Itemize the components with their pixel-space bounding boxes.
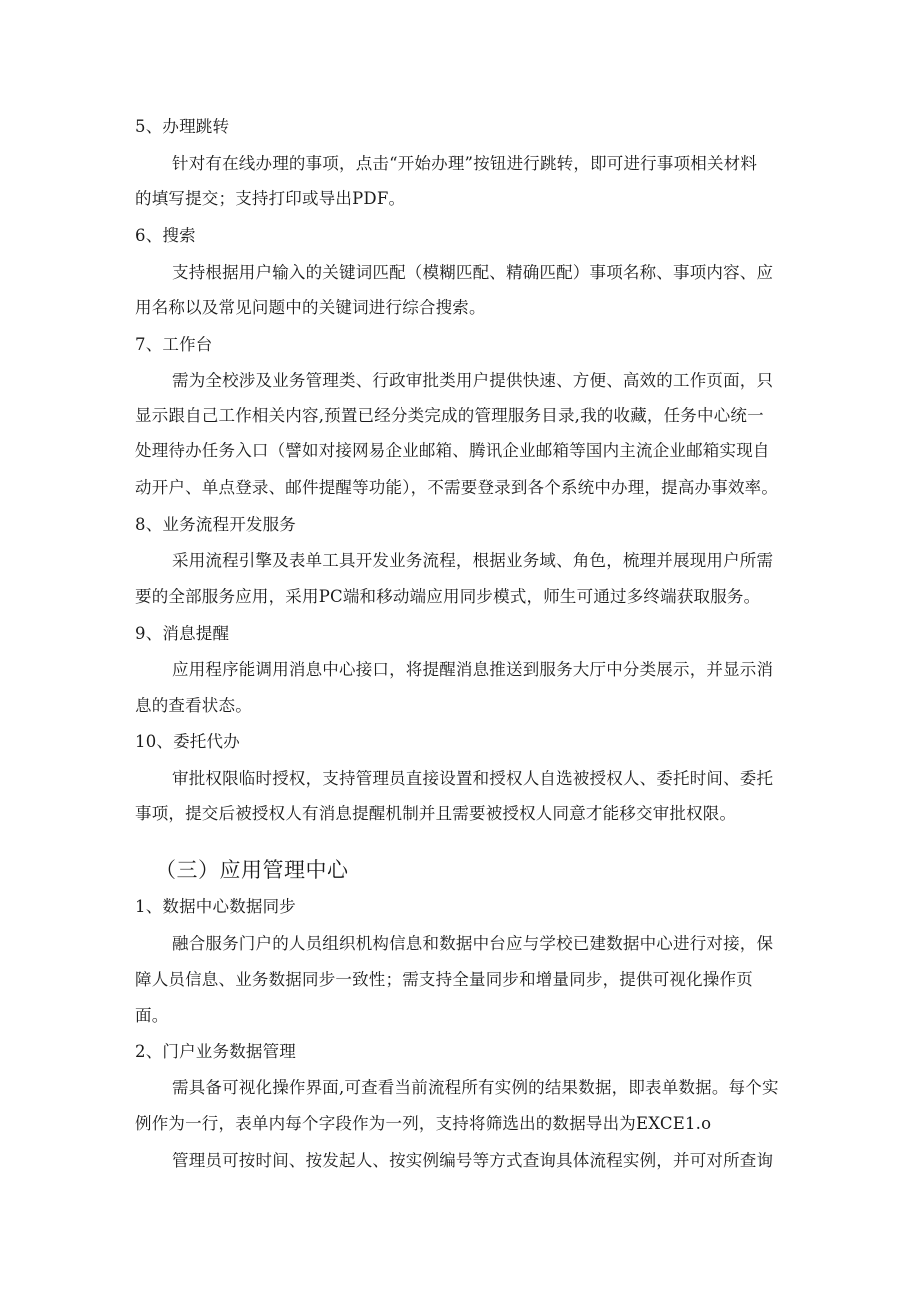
paragraph-line: 支持根据用户输入的关键词匹配（模糊匹配、精确匹配）事项名称、事项内容、应 [172, 263, 774, 282]
paragraph-line: 管理员可按时间、按发起人、按实例编号等方式查询具体流程实例，并可对所查询 [172, 1151, 774, 1170]
paragraph-line: 需具备可视化操作界面,可查看当前流程所有实例的结果数据，即表单数据。每个实 [172, 1078, 779, 1097]
paragraph-line: 采用流程引擎及表单工具开发业务流程，根据业务域、角色，梳理并展现用户所需 [172, 551, 774, 570]
paragraph-line: 融合服务门户的人员组织机构信息和数据中台应与学校已建数据中心进行对接，保 [172, 934, 774, 953]
paragraph-line: 需为全校涉及业务管理类、行政审批类用户提供快速、方便、高效的工作页面，只 [172, 371, 774, 390]
paragraph-line: 障人员信息、业务数据同步一致性；需支持全量同步和增量同步，提供可视化操作页 [135, 970, 753, 989]
paragraph-line: 息的查看状态。 [135, 696, 252, 715]
paragraph-line: 要的全部服务应用，采用PC端和移动端应用同步模式，师生可通过多终端获取服务。 [135, 587, 761, 606]
paragraph-line: 显示跟自己工作相关内容,预置已经分类完成的管理服务目录,我的收藏，任务中心统一 [135, 406, 764, 425]
paragraph-line: 例作为一行，表单内每个字段作为一列，支持将筛选出的数据导出为EXCE1.o [135, 1114, 712, 1133]
heading-item-6: 6、搜索 [135, 226, 196, 245]
paragraph-line: 的填写提交；支持打印或导出PDF。 [135, 189, 406, 208]
paragraph-line: 应用程序能调用消息中心接口，将提醒消息推送到服务大厅中分类展示，并显示消 [172, 660, 774, 679]
paragraph-line: 用名称以及常见问题中的关键词进行综合搜索。 [135, 298, 486, 317]
heading-item-10: 10、委托代办 [135, 732, 240, 751]
heading-item-8: 8、业务流程开发服务 [135, 515, 296, 534]
heading-item-9: 9、消息提醒 [135, 624, 230, 643]
heading-item-7: 7、工作台 [135, 335, 213, 354]
paragraph-line: 动开户、单点登录、邮件提醒等功能），不需要登录到各个系统中办理，提高办事效率。 [135, 478, 779, 497]
paragraph-line: 面。 [135, 1006, 169, 1025]
paragraph-line: 处理待办任务入口（譬如对接网易企业邮箱、腾讯企业邮箱等国内主流企业邮箱实现自 [135, 441, 770, 460]
heading-item-2: 2、门户业务数据管理 [135, 1042, 296, 1061]
heading-item-1: 1、数据中心数据同步 [135, 897, 296, 916]
paragraph-line: 事项，提交后被授权人有消息提醒机制并且需要被授权人同意才能移交审批权限。 [135, 804, 737, 823]
heading-item-5: 5、办理跳转 [135, 117, 230, 136]
paragraph-line: 审批权限临时授权，支持管理员直接设置和授权人自选被授权人、委托时间、委托 [172, 769, 774, 788]
paragraph-line: 针对有在线办理的事项，点击“开始办理”按钮进行跳转，即可进行事项相关材料 [172, 154, 758, 173]
section-heading: （三）应用管理中心 [155, 858, 349, 882]
